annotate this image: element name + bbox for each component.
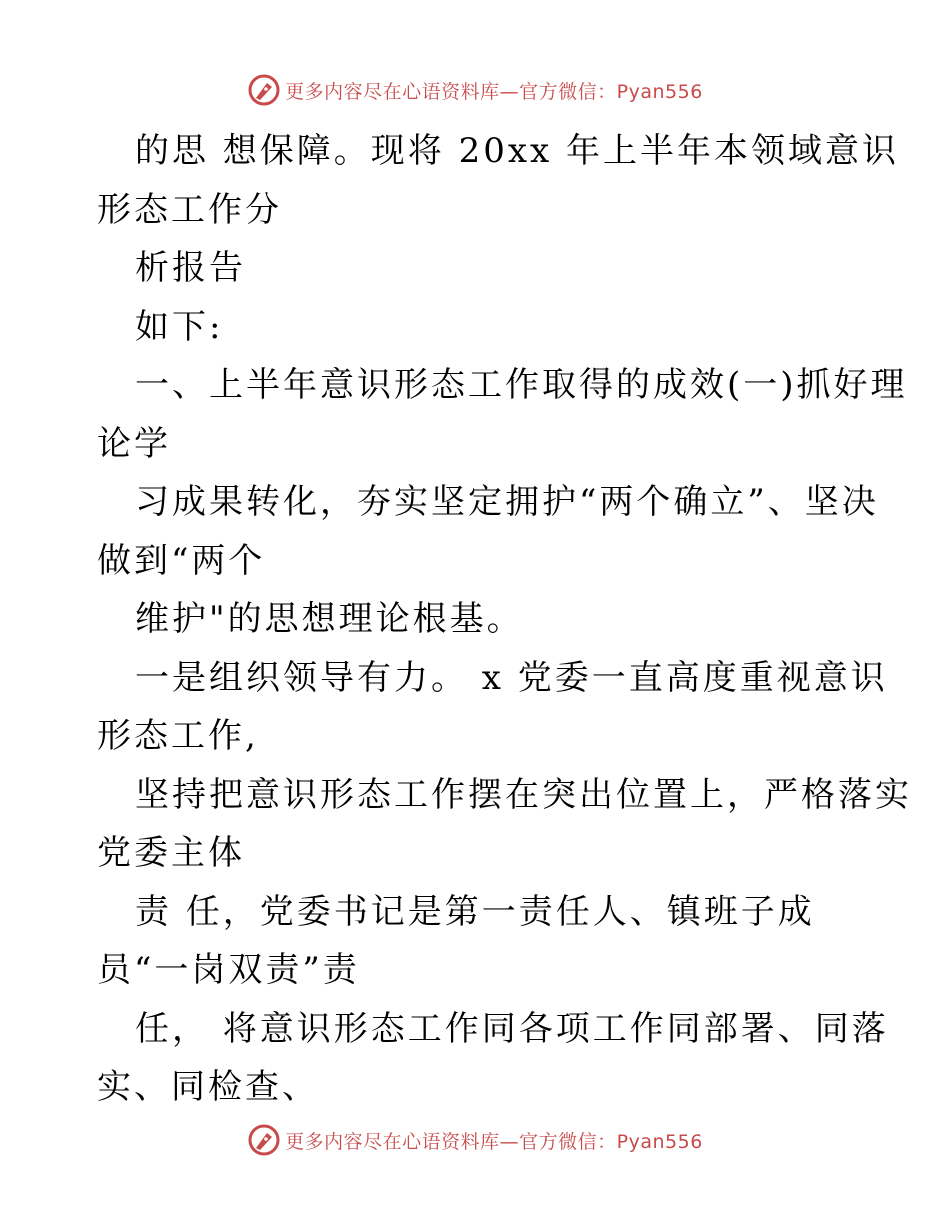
- footer-watermark: [0, 1120, 950, 1160]
- text-line: 一是组织领导有力。 x 党委一直高度重视意识: [135, 657, 888, 698]
- text-line: 的思 想保障。现将 20xx 年上半年本领域意识: [135, 131, 900, 171]
- text-line: 做到“两个: [97, 540, 266, 581]
- text-line: 一、上半年意识形态工作取得的成效(一)抓好理: [135, 365, 908, 405]
- text-line: 析报告: [135, 248, 246, 288]
- text-line: 员“一岗双责”责: [97, 950, 360, 990]
- text-line: 如下:: [135, 306, 224, 347]
- text-line: 形态工作,: [97, 716, 259, 756]
- text-line: 坚持把意识形态工作摆在突出位置上，严格落实: [135, 774, 912, 815]
- text-line: 实、同检查、: [97, 1067, 319, 1107]
- text-line: 责 任，党委书记是第一责任人、镇班子成: [135, 891, 815, 932]
- watermark-text: 更多内容尽在心语资料库—官方微信：Pyan556: [285, 80, 703, 103]
- text-line: 维护"的思想理论根基。: [135, 599, 524, 639]
- watermark-text: 更多内容尽在心语资料库—官方微信：Pyan556: [285, 1130, 703, 1153]
- header-watermark: [0, 70, 950, 110]
- text-line: 习成果转化，夯实坚定拥护“两个确立”、坚决: [135, 482, 879, 522]
- pen-nib-circle-icon: [247, 1123, 281, 1157]
- text-line: 论学: [97, 423, 171, 464]
- pen-nib-circle-icon: [247, 73, 281, 107]
- text-line: 任， 将意识形态工作同各项工作同部署、同落: [135, 1008, 889, 1049]
- document-body: [97, 122, 912, 1117]
- text-line: 形态工作分: [97, 189, 282, 230]
- text-line: 党委主体: [97, 833, 245, 873]
